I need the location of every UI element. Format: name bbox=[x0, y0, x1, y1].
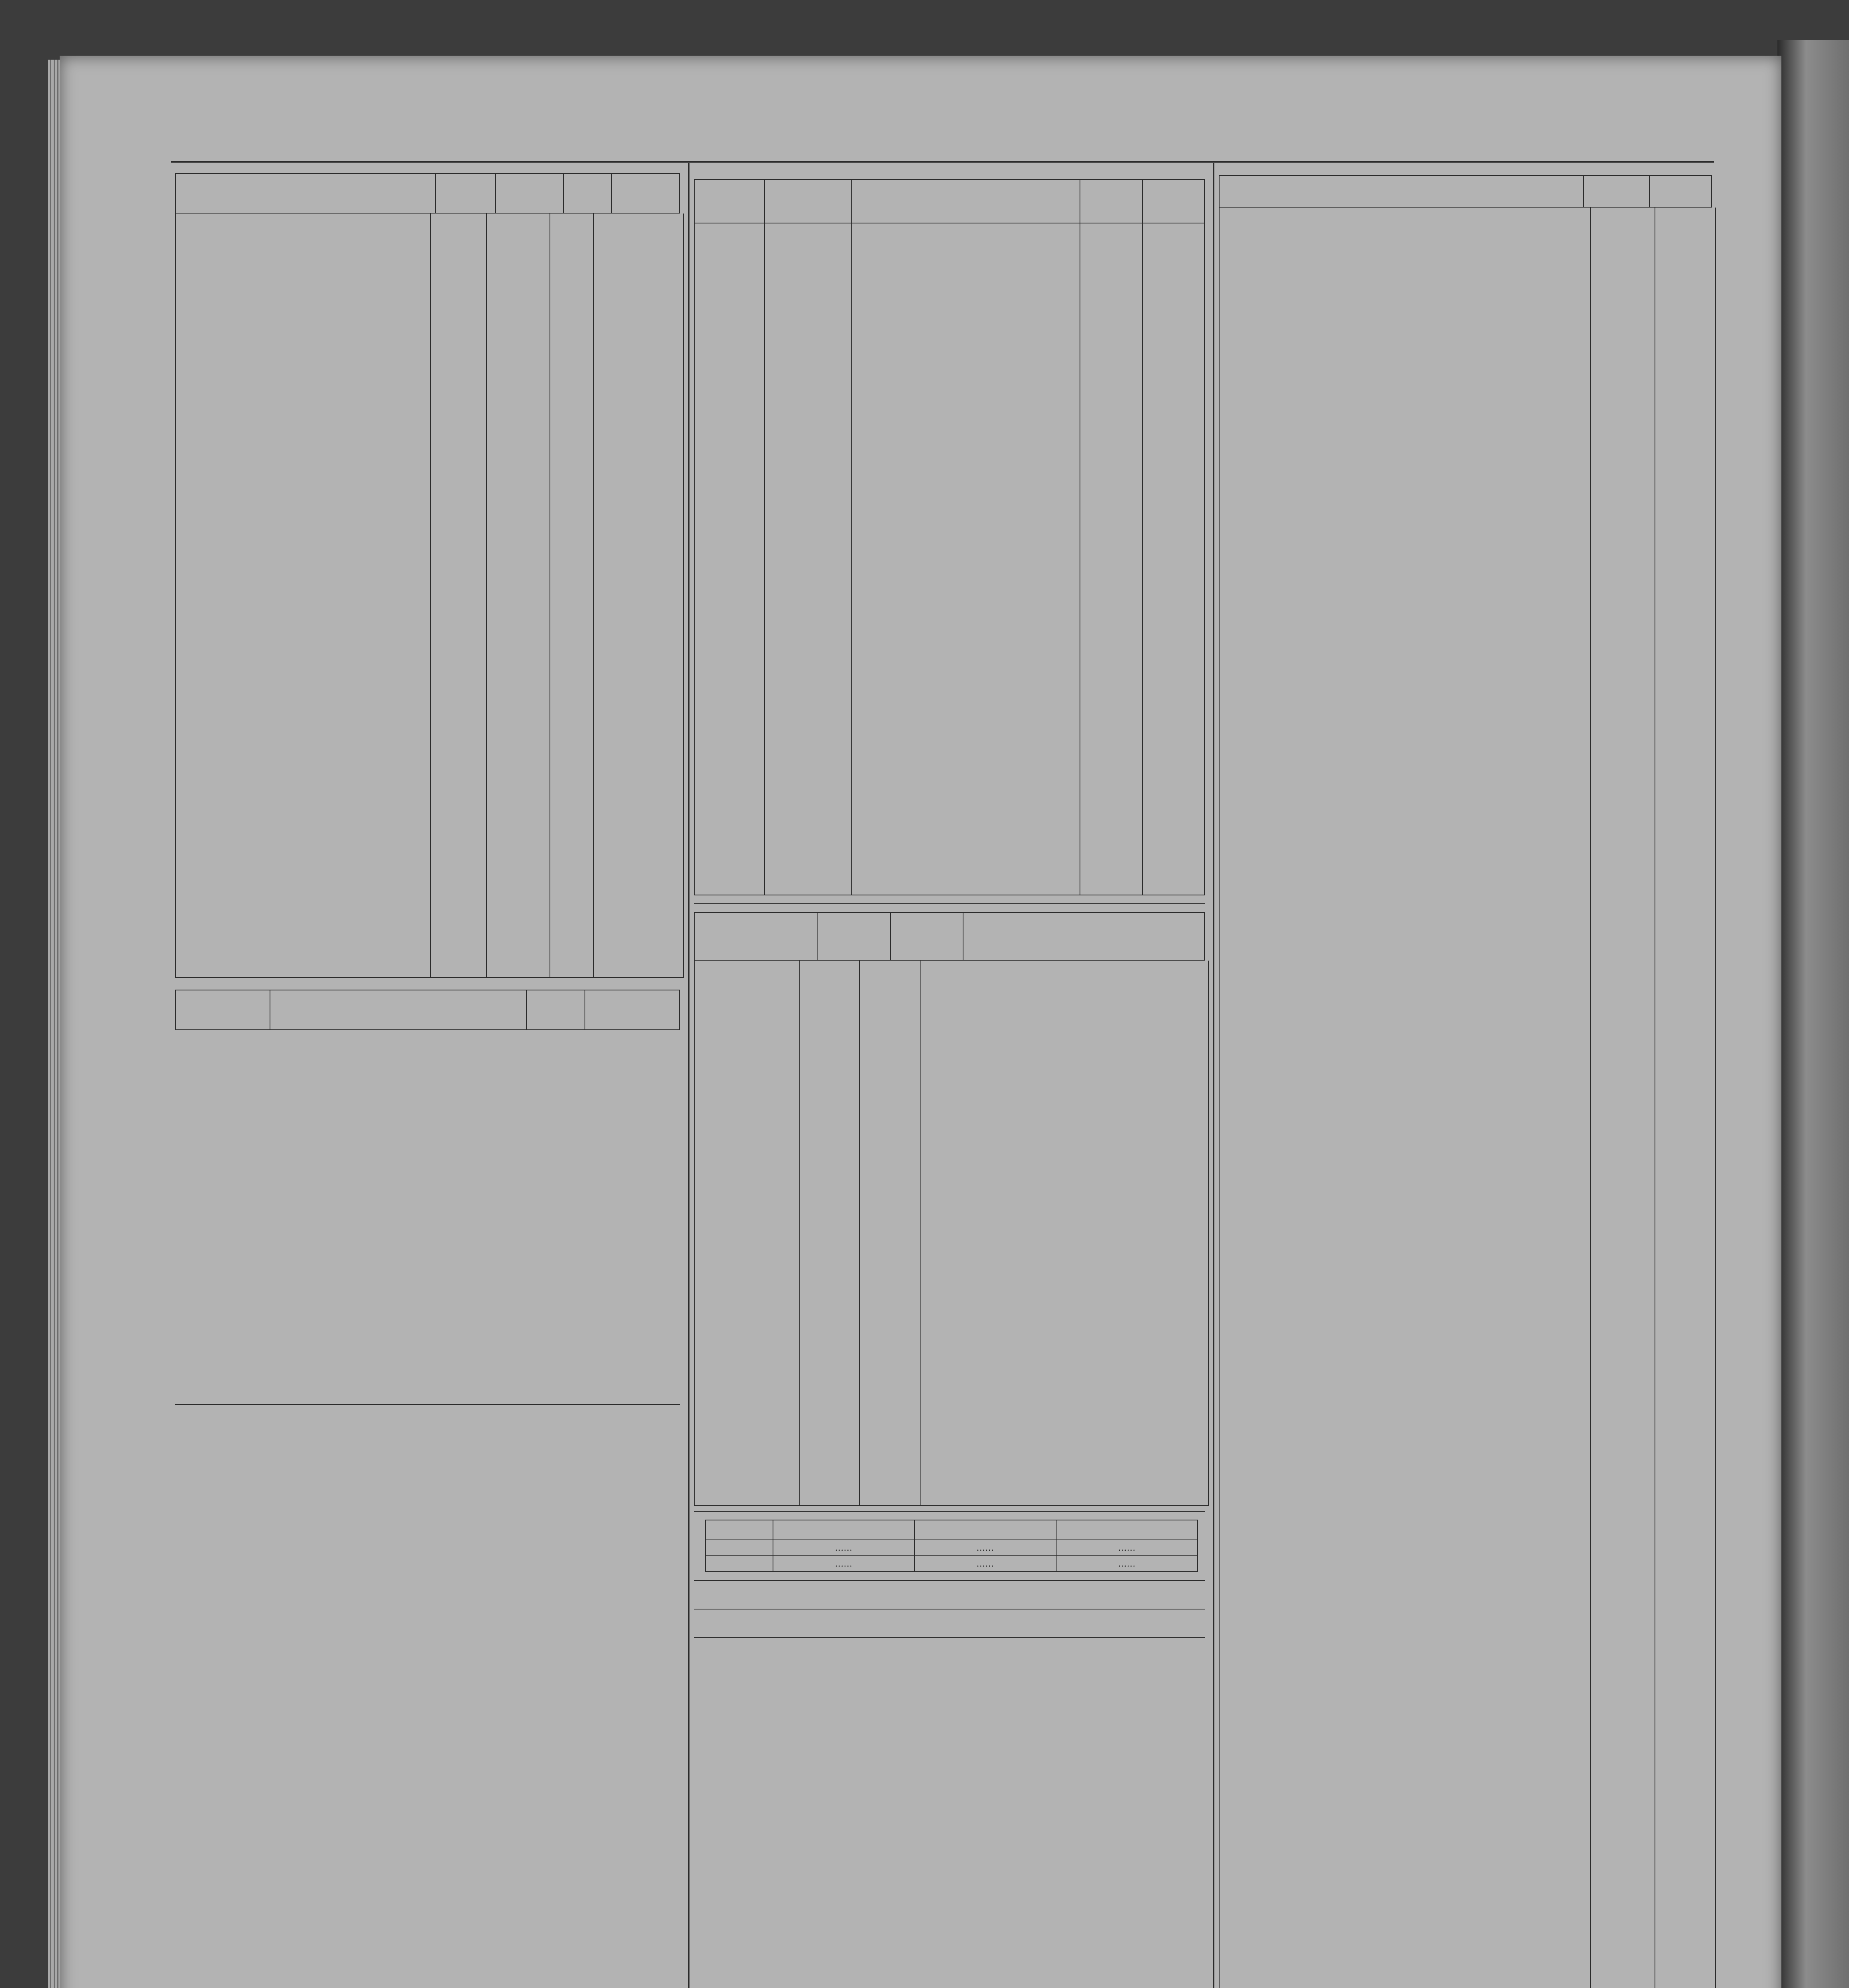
column-renseignements bbox=[1219, 163, 1716, 1988]
droits-hdr-cours bbox=[1080, 179, 1142, 223]
column-divider-2 bbox=[1213, 163, 1214, 1988]
terme-table: …… …… …… …… …… …… bbox=[705, 1520, 1198, 1572]
terme-hdr-devises bbox=[705, 1520, 773, 1540]
cours-body bbox=[175, 214, 684, 978]
rens-header bbox=[1219, 175, 1712, 208]
special-hdr-jouis bbox=[526, 990, 585, 1030]
changes-hdr-cours bbox=[963, 912, 1204, 960]
facing-page-edge bbox=[1777, 40, 1849, 1988]
terme-hdr-2mois bbox=[915, 1520, 1056, 1540]
special-hdr-comptant bbox=[585, 990, 680, 1030]
terme-hdr-3mois bbox=[1056, 1520, 1198, 1540]
top-rule bbox=[171, 161, 1714, 163]
special-table bbox=[175, 990, 680, 1030]
changes-hdr-parite bbox=[694, 912, 817, 960]
rens-body bbox=[1219, 208, 1716, 1988]
hdr-first bbox=[435, 173, 495, 213]
terme-londres bbox=[705, 1540, 773, 1556]
changes-body bbox=[694, 961, 1209, 1506]
droits-hdr-nego bbox=[694, 179, 765, 223]
hdr-high bbox=[495, 173, 563, 213]
terme-newyork bbox=[705, 1556, 773, 1572]
droits-table bbox=[694, 179, 1205, 895]
rens-hdr-designation bbox=[1219, 175, 1583, 207]
droits-hdr-designation bbox=[852, 179, 1080, 223]
changes-hdr-devises bbox=[817, 912, 890, 960]
hdr-valeurs bbox=[175, 173, 435, 213]
column-divider-1 bbox=[688, 163, 689, 1988]
rens-hdr-demande bbox=[1583, 175, 1649, 207]
changes-header bbox=[694, 912, 1205, 961]
cours-header bbox=[175, 173, 680, 214]
affaires-liees bbox=[852, 223, 1080, 895]
hdr-last bbox=[612, 173, 680, 213]
droits-hdr-cloture bbox=[1142, 179, 1205, 223]
changes-hdr-derniers bbox=[890, 912, 963, 960]
column-changes bbox=[694, 163, 1209, 1686]
droits-hdr-derniers bbox=[765, 179, 852, 223]
column-cours-cotes bbox=[175, 163, 684, 1409]
special-hdr-last bbox=[175, 990, 270, 1030]
special-hdr-name bbox=[270, 990, 526, 1030]
banque-line bbox=[694, 1586, 1209, 1602]
hdr-low bbox=[563, 173, 612, 213]
rens-hdr-offre bbox=[1649, 175, 1711, 207]
terme-hdr-1mois bbox=[773, 1520, 915, 1540]
bons-line bbox=[694, 1615, 1209, 1631]
